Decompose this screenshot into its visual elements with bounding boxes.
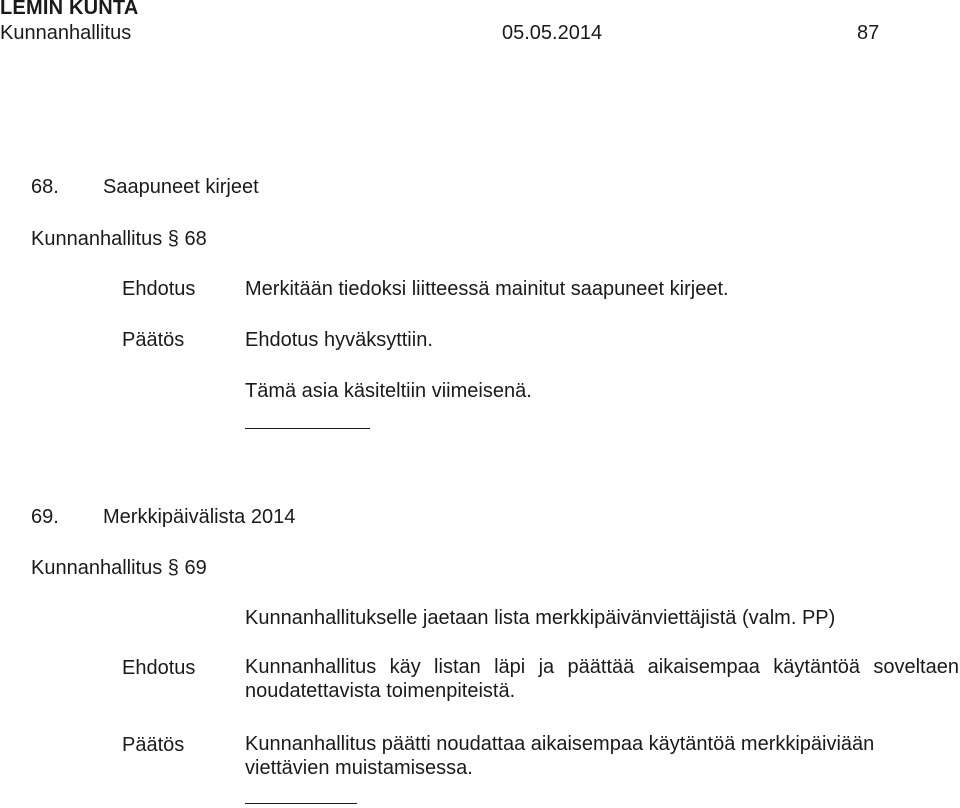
decision-text: Ehdotus hyväksyttiin. (245, 329, 433, 351)
section-divider (245, 803, 357, 804)
decision-text: Kunnanhallitus päätti noudattaa aikaisempaa käytäntöä merkkipäiviään viettävien muistamisessa. (245, 733, 875, 779)
proposal-label: Ehdotus (122, 657, 196, 679)
section-divider (245, 428, 370, 429)
handling-note: Tämä asia käsiteltiin viimeisenä. (245, 380, 532, 402)
item-number: 68. (31, 176, 59, 198)
proposal-text: Kunnanhallitus käy listan läpi ja päättää aikaisempaa käytäntöä soveltaen noudatettavista toimenpiteistä. (245, 656, 959, 702)
organization-name: LEMIN KUNTA (0, 0, 139, 19)
item-title: Merkkipäivälista 2014 (103, 506, 296, 528)
proposal-label: Ehdotus (122, 278, 196, 300)
item-number: 69. (31, 506, 59, 528)
intro-text: Kunnanhallitukselle jaetaan lista merkkipäivänviettäjistä (valm. PP) (245, 607, 836, 629)
item-title: Saapuneet kirjeet (103, 176, 259, 198)
proposal-text: Merkitään tiedoksi liitteessä mainitut saapuneet kirjeet. (245, 278, 729, 300)
decision-label: Päätös (122, 329, 185, 351)
header-date: 05.05.2014 (502, 22, 603, 44)
section-reference: Kunnanhallitus § 69 (31, 557, 207, 579)
decision-label: Päätös (122, 734, 185, 756)
page-number: 87 (857, 22, 880, 44)
section-reference: Kunnanhallitus § 68 (31, 228, 207, 250)
header-body: Kunnanhallitus (0, 22, 132, 44)
